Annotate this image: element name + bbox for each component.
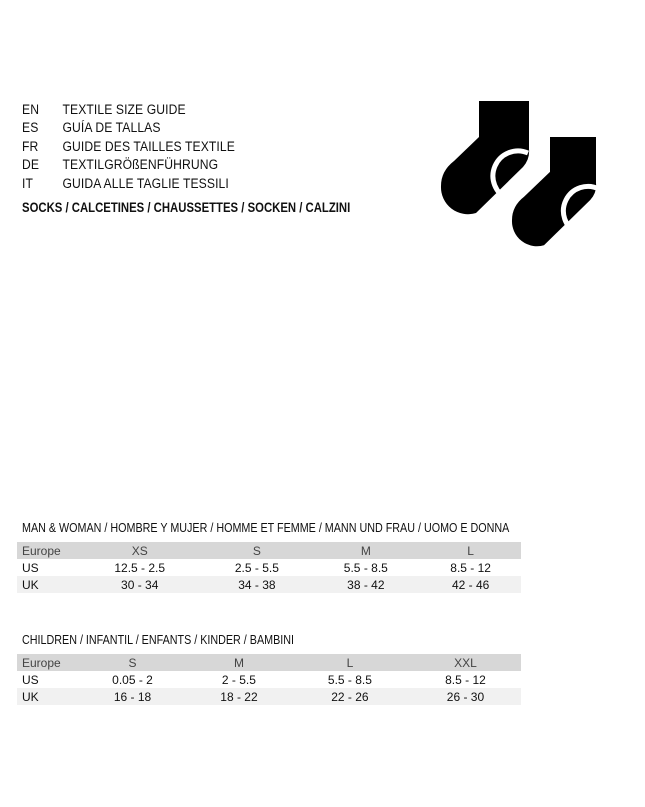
- table-cell: L: [290, 654, 410, 671]
- language-row-en: [22, 100, 235, 119]
- table-cell: 26 - 30: [410, 688, 521, 705]
- row-label: Europe: [17, 542, 77, 559]
- language-list: [22, 100, 259, 193]
- table-row: [17, 576, 521, 593]
- row-label: UK: [17, 576, 77, 593]
- row-label: US: [22, 560, 39, 575]
- table-cell: S: [202, 542, 311, 559]
- table-cell: 30 - 34: [77, 576, 202, 593]
- table-row: [17, 654, 521, 671]
- table-cell: 12.5 - 2.5: [114, 560, 166, 575]
- table-cell: 2 - 5.5: [221, 672, 256, 687]
- adult-section-title: MAN & WOMAN / HOMBRE Y MUJER / HOMME ET FEMME / MANN UND FRAU / UOMO E DONNA: [22, 521, 510, 535]
- language-code: EN: [22, 101, 40, 117]
- row-label: Europe: [17, 654, 77, 671]
- language-title: TEXTILGRÖßENFÜHRUNG: [62, 157, 219, 173]
- table-cell: 8.5 - 12: [450, 560, 491, 575]
- row-label: US: [22, 672, 39, 687]
- table-row: [17, 559, 521, 576]
- language-row-fr: [22, 137, 235, 156]
- table-row: [17, 671, 521, 688]
- table-cell: 22 - 26: [290, 688, 410, 705]
- table-cell: 16 - 18: [77, 688, 188, 705]
- table-cell: XS: [77, 542, 202, 559]
- language-code: ES: [22, 120, 39, 136]
- language-title: TEXTILE SIZE GUIDE: [62, 101, 186, 117]
- table-cell: 5.5 - 8.5: [327, 672, 372, 687]
- adult-size-table: [17, 542, 521, 593]
- table-row: [17, 542, 521, 559]
- table-cell: XXL: [410, 654, 521, 671]
- language-code: DE: [22, 157, 40, 173]
- product-category-title: SOCKS / CALCETINES / CHAUSSETTES / SOCKEN / CALZINI: [22, 200, 351, 215]
- language-code: FR: [22, 138, 39, 154]
- table-cell: M: [188, 654, 290, 671]
- language-title: GUIDA ALLE TAGLIE TESSILI: [62, 175, 229, 191]
- table-cell: 34 - 38: [202, 576, 311, 593]
- table-cell: 18 - 22: [188, 688, 290, 705]
- table-cell: 42 - 46: [420, 576, 521, 593]
- socks-icon: [438, 101, 600, 271]
- language-code: IT: [22, 175, 33, 191]
- table-cell: 5.5 - 8.5: [343, 560, 388, 575]
- table-cell: L: [420, 542, 521, 559]
- row-label: UK: [17, 688, 77, 705]
- language-title: GUIDE DES TAILLES TEXTILE: [62, 138, 235, 154]
- children-size-table: [17, 654, 521, 705]
- table-cell: 2.5 - 5.5: [234, 560, 279, 575]
- children-section-title: CHILDREN / INFANTIL / ENFANTS / KINDER / BAMBINI: [22, 633, 294, 647]
- table-row: [17, 688, 521, 705]
- table-cell: M: [311, 542, 420, 559]
- language-row-it: [22, 174, 235, 193]
- language-row-es: [22, 119, 235, 138]
- language-title: GUÍA DE TALLAS: [62, 120, 161, 136]
- language-row-de: [22, 156, 235, 175]
- table-cell: 8.5 - 12: [445, 672, 486, 687]
- table-cell: 0.05 - 2: [112, 672, 153, 687]
- table-cell: S: [77, 654, 188, 671]
- table-cell: 38 - 42: [311, 576, 420, 593]
